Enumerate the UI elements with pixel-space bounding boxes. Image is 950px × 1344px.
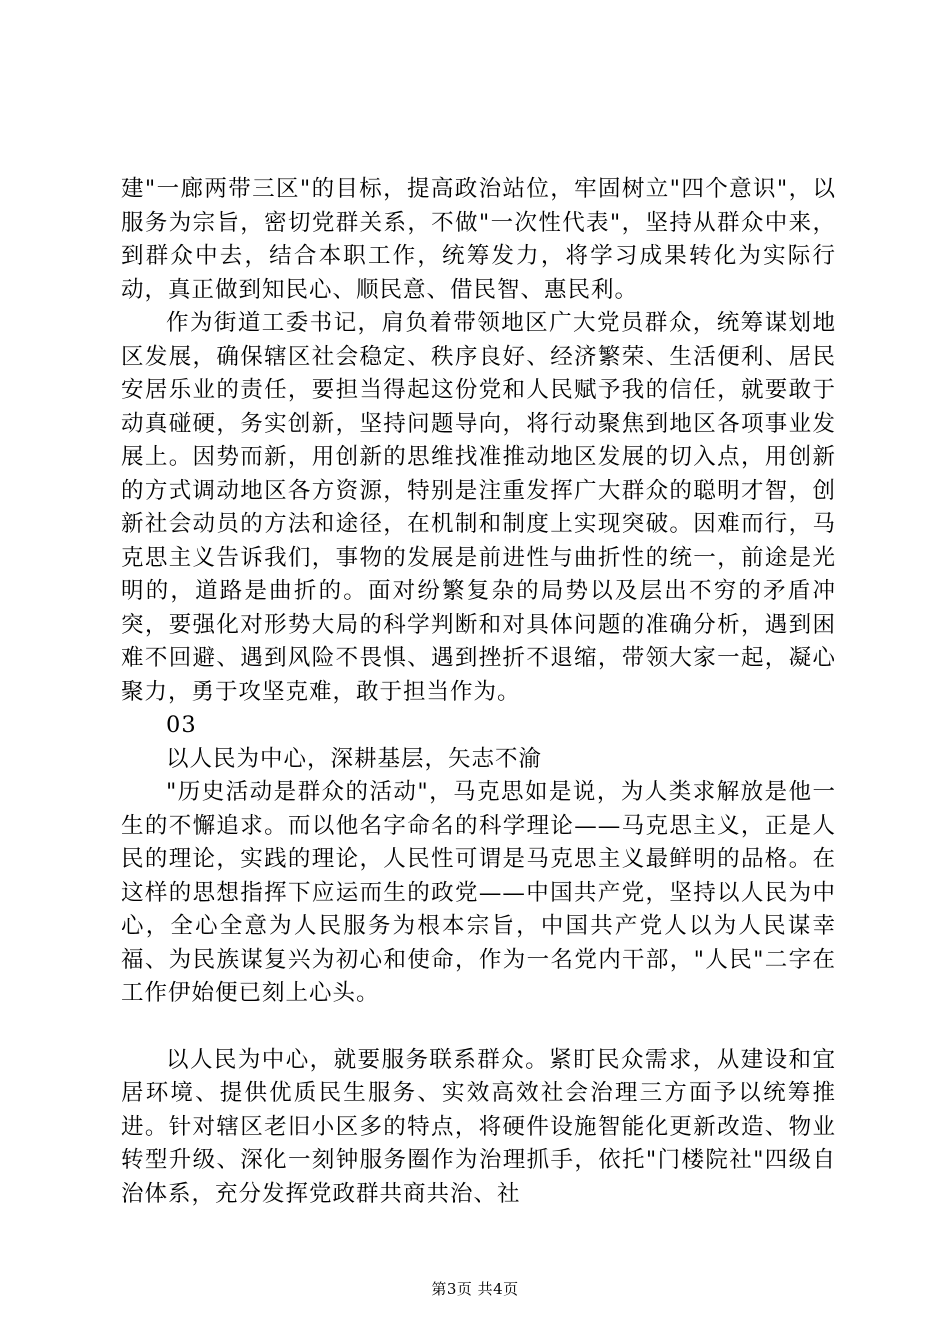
paragraph-secretary-responsibility: 作为街道工委书记，肩负着带领地区广大党员群众，统筹谋划地区发展，确保辖区社会稳定、秩序良好、经济繁荣、生活便利、居民安居乐业的责任，要担当得起这份党和人民赋予我的信任，就要敢于动真碰硬，务实创新，坚持问题导向，将行动聚焦到地区各项事业发展上。因势而新，用创新的思维找准推动地区发展的切入点，用创新的方式调动地区各方资源，特别是注重发挥广大群众的聪明才智，创新社会动员的方法和途径，在机制和制度上实现突破。因难而行，马克思主义告诉我们，事物的发展是前进性与曲折性的统一，前途是光明的，道路是曲折的。面对纷繁复杂的局势以及层出不穷的矛盾冲突，要强化对形势大局的科学判断和对具体问题的准确分析，遇到困难不回避、遇到风险不畏惧、遇到挫折不退缩，带领大家一起，凝心聚力，勇于攻坚克难，敢于担当作为。 xyxy=(121,310,836,705)
document-body xyxy=(121,173,836,1211)
page-footer: 第3页 共4页 xyxy=(431,1280,519,1298)
paragraph-history-activity: "历史活动是群众的活动"，马克思如是说，为人类求解放是他一生的不懈追求。而以他名字命名的科学理论——马克思主义，正是人民的理论，实践的理论，人民性可谓是马克思主义最鲜明的品格。在这样的思想指挥下应运而生的政党——中国共产党，坚持以人民为中心，全心全意为人民服务为根本宗旨，中国共产党人以为人民谋幸福、为民族谋复兴为初心和使命，作为一名党内干部，"人民"二字在工作伊始便已刻上心头。 xyxy=(121,779,836,1006)
section-heading: 以人民为中心，深耕基层，矢志不渝 xyxy=(166,745,543,772)
section-number: 03 xyxy=(166,712,197,738)
paragraph-continuation: 建"一廊两带三区"的目标，提高政治站位，牢固树立"四个意识"，以服务为宗旨，密切党群关系，不做"一次性代表"，坚持从群众中来，到群众中去，结合本职工作，统筹发力，将学习成果转化为实际行动，真正做到知民心、顺民意、借民智、惠民利。 xyxy=(121,176,836,303)
paragraph-spacer xyxy=(121,1011,836,1044)
paragraph-serve-people: 以人民为中心，就要服务联系群众。紧盯民众需求，从建设和宜居环境、提供优质民生服务、实效高效社会治理三方面予以统筹推进。针对辖区老旧小区多的特点，将硬件设施智能化更新改造、物业转型升级、深化一刻钟服务圈作为治理抓手，依托"门楼院社"四级自治体系，充分发挥党政群共商共治、社 xyxy=(121,1046,836,1207)
